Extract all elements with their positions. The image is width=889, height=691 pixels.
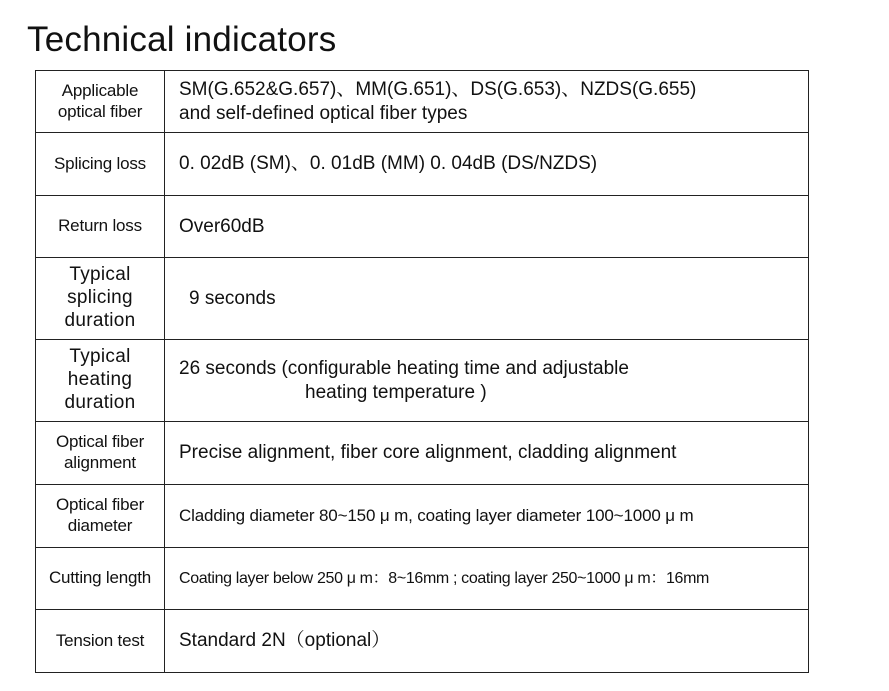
table-row-applicable-optical-fiber <box>36 71 809 133</box>
row-label: Typical heating duration <box>36 340 165 422</box>
row-label: Optical fiber alignment <box>36 422 165 485</box>
row-label: Typical splicing duration <box>36 258 165 340</box>
value-line: 26 seconds (configurable heating time and adjustable <box>179 357 629 379</box>
table-row-tension-test <box>36 610 809 673</box>
row-value: 9 seconds <box>165 258 809 340</box>
table-row-optical-fiber-diameter <box>36 485 809 548</box>
row-label: Cutting length <box>36 548 165 610</box>
page-title: Technical indicators <box>27 20 337 59</box>
table-row-optical-fiber-alignment <box>36 422 809 485</box>
row-label: Applicable optical fiber <box>36 71 165 133</box>
table-row-splicing-loss <box>36 133 809 196</box>
row-value: Standard 2N（optional） <box>165 610 809 673</box>
row-label: Tension test <box>36 610 165 673</box>
row-value: Coating layer below 250 μ m：8~16mm ; coating layer 250~1000 μ m：16mm <box>165 548 809 610</box>
row-label: Optical fiber diameter <box>36 485 165 548</box>
technical-indicators-table <box>35 70 809 673</box>
table-row-typical-splicing-duration <box>36 258 809 340</box>
value-line: and self-defined optical fiber types <box>179 102 468 124</box>
table-row-cutting-length <box>36 548 809 610</box>
value-line: SM(G.652&G.657)、MM(G.651)、DS(G.653)、NZDS(G.655) <box>179 78 697 100</box>
row-label: Splicing loss <box>36 133 165 196</box>
row-value: 0. 02dB (SM)、0. 01dB (MM) 0. 04dB (DS/NZDS) <box>165 133 809 196</box>
row-label: Return loss <box>36 196 165 258</box>
row-value: Precise alignment, fiber core alignment, cladding alignment <box>165 422 809 485</box>
value-line: heating temperature ) <box>305 381 487 403</box>
table-row-return-loss <box>36 196 809 258</box>
row-value <box>165 340 809 422</box>
table-row-typical-heating-duration <box>36 340 809 422</box>
row-value: Cladding diameter 80~150 μ m, coating layer diameter 100~1000 μ m <box>165 485 809 548</box>
row-value: Over60dB <box>165 196 809 258</box>
row-value <box>165 71 809 133</box>
